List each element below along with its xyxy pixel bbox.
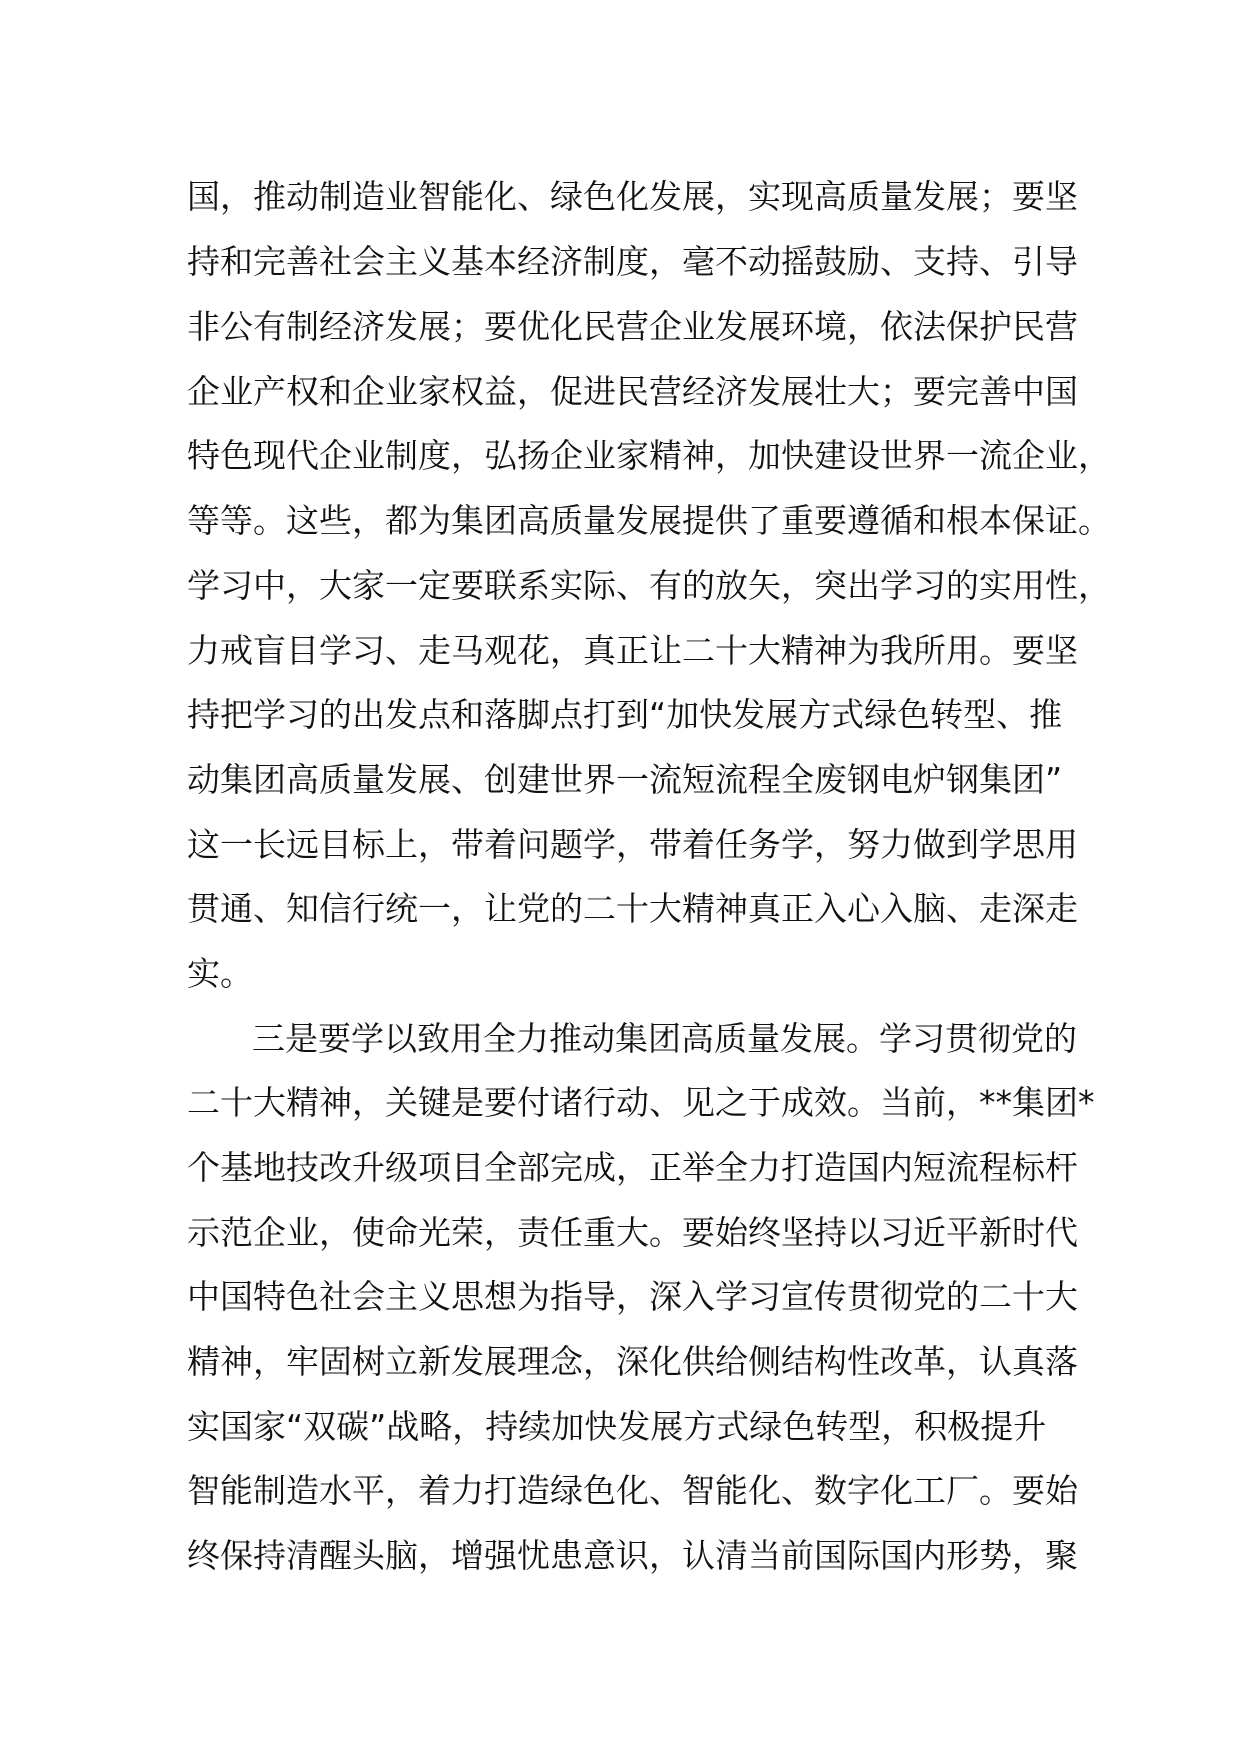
text-line: 力戒盲目学习、走马观花，真正让二十大精神为我所用。要坚: [187, 631, 1078, 670]
text-line: 企业产权和企业家权益，促进民营经济发展壮大；要完善中国: [187, 372, 1078, 411]
text-line: 中国特色社会主义思想为指导，深入学习宣传贯彻党的二十大: [187, 1277, 1078, 1316]
text-line: 非公有制经济发展；要优化民营企业发展环境，依法保护民营: [187, 307, 1078, 346]
text-line: 这一长远目标上，带着问题学，带着任务学，努力做到学思用: [187, 825, 1078, 864]
text-line: 持和完善社会主义基本经济制度，毫不动摇鼓励、支持、引导: [187, 242, 1078, 281]
text-line: 国，推动制造业智能化、绿色化发展，实现高质量发展；要坚: [187, 177, 1078, 216]
text-line: 实。: [187, 954, 253, 993]
text-line: 等等。这些，都为集团高质量发展提供了重要遵循和根本保证。: [187, 501, 1111, 540]
text-line: 贯通、知信行统一，让党的二十大精神真正入心入脑、走深走: [187, 889, 1078, 928]
paragraph-first-line: 三是要学以致用全力推动集团高质量发展。学习贯彻党的: [252, 1019, 1077, 1058]
text-line: 学习中，大家一定要联系实际、有的放矢，突出学习的实用性，: [187, 566, 1111, 605]
text-line: 示范企业，使命光荣，责任重大。要始终坚持以习近平新时代: [187, 1213, 1078, 1252]
text-line: 个基地技改升级项目全部完成，正举全力打造国内短流程标杆: [187, 1148, 1078, 1187]
text-line: 实国家“双碳”战略，持续加快发展方式绿色转型，积极提升: [187, 1407, 1047, 1446]
text-line: 动集团高质量发展、创建世界一流短流程全废钢电炉钢集团”: [187, 760, 1063, 799]
text-line: 智能制造水平，着力打造绿色化、智能化、数字化工厂。要始: [187, 1471, 1078, 1510]
text-line: 持把学习的出发点和落脚点打到“加快发展方式绿色转型、推: [187, 695, 1063, 734]
text-line: 二十大精神，关键是要付诸行动、见之于成效。当前，**集团*: [187, 1083, 1095, 1122]
text-line: 特色现代企业制度，弘扬企业家精神，加快建设世界一流企业，: [187, 436, 1111, 475]
text-line: 精神，牢固树立新发展理念，深化供给侧结构性改革，认真落: [187, 1342, 1078, 1381]
text-line: 终保持清醒头脑，增强忧患意识，认清当前国际国内形势，聚: [187, 1536, 1078, 1575]
